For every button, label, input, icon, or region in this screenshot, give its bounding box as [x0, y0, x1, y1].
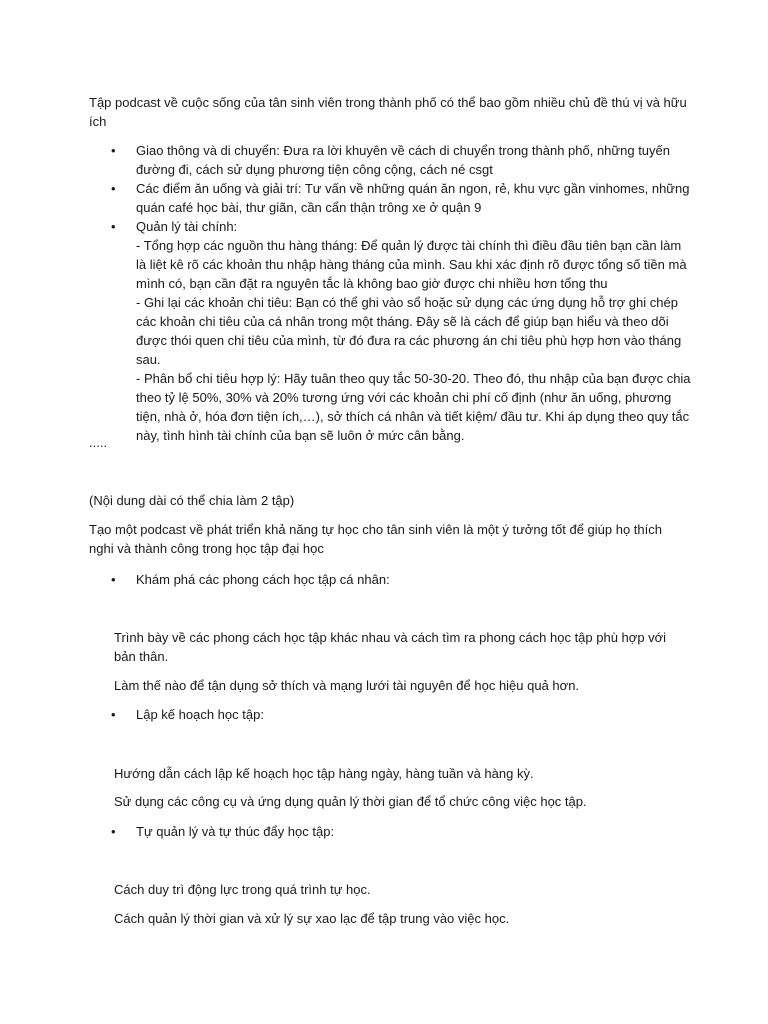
sub-paragraph-allocation: - Phân bổ chi tiêu hợp lý: Hãy tuân theo quy tắc 50-30-20. Theo đó, thu nhập của bạn được chia theo tỷ lệ 50%, 30% và 20% tương ứng với các khoản chi phí cố định (như ăn uống, phương tiện, nhà ở, hóa đơn tiện ích,…), sở thích cá nhân và tiết kiệm/ đầu tư. Khi áp dụng theo quy tắc này, tình hình tài chính của bạn sẽ luôn ở mức cân bằng.	[136, 371, 691, 443]
paragraph: Cách duy trì động lực trong quá trình tự học.	[114, 882, 371, 897]
list-item	[111, 217, 691, 443]
bullet-icon: •	[111, 572, 116, 587]
sub-paragraph-income: - Tổng hợp các nguồn thu hàng tháng: Để quản lý được tài chính thì điều đầu tiên bạn cần làm là liệt kê rõ các khoản thu nhập hàng tháng của mình. Sau khi xác định rõ được tổng số tiền mà mình có, bạn cần đặt ra nguyên tắc là không bao giờ được chi nhiều hơn tổng thu	[136, 238, 687, 291]
paragraph: Sử dụng các công cụ và ứng dụng quản lý thời gian để tổ chức công việc học tập.	[114, 794, 587, 809]
list-item	[111, 141, 691, 179]
list-item-text: Các điểm ăn uống và giải trí: Tư vấn về những quán ăn ngon, rẻ, khu vực gần vinhomes, những quán café học bài, thư giãn, cần cẩn thận trông xe ở quận 9	[136, 181, 690, 215]
list-item-text: Giao thông và di chuyển: Đưa ra lời khuyên về cách di chuyển trong thành phố, những tuyến đường đi, cách sử dụng phương tiện công cộng, cách né csgt	[136, 143, 670, 177]
list-item-text: Quản lý tài chính:	[136, 219, 238, 234]
ellipsis-text: .....	[89, 435, 108, 450]
bullet-icon: •	[111, 824, 116, 839]
intro-paragraph-1: Tập podcast về cuộc sống của tân sinh viên trong thành phố có thể bao gồm nhiều chủ đề thú vị và hữu ích	[89, 95, 687, 129]
list-item-text: Khám phá các phong cách học tập cá nhân:	[136, 572, 390, 587]
paragraph: Trình bày về các phong cách học tập khác nhau và cách tìm ra phong cách học tập phù hợp với bản thân.	[114, 630, 667, 664]
list-item-text: Tự quản lý và tự thúc đẩy học tập:	[136, 824, 335, 839]
list-item-text: Lập kế hoạch học tập:	[136, 707, 264, 722]
intro-paragraph-2: Tạo một podcast về phát triển khả năng tự học cho tân sinh viên là một ý tưởng tốt để giúp họ thích nghi và thành công trong học tập đại học	[89, 522, 662, 556]
paragraph: Cách quản lý thời gian và xử lý sự xao lạc để tập trung vào việc học.	[114, 911, 510, 926]
bullet-icon: •	[111, 181, 116, 196]
list-item	[111, 570, 691, 589]
list-item-content	[136, 217, 691, 445]
bullet-icon: •	[111, 143, 116, 158]
sub-paragraph-expenses: - Ghi lại các khoản chi tiêu: Bạn có thể ghi vào sổ hoặc sử dụng các ứng dụng hỗ trợ ghi chép các khoản chi tiêu của cá nhân trong một tháng. Đây sẽ là cách để giúp bạn hiểu và theo dõi được thói quen chi tiêu của mình, từ đó đưa ra các phương án chi tiêu phù hợp hơn vào tháng sau.	[136, 295, 682, 367]
note-text: (Nội dung dài có thể chia làm 2 tập)	[89, 493, 295, 508]
paragraph: Hướng dẫn cách lập kế hoạch học tập hàng ngày, hàng tuần và hàng kỳ.	[114, 766, 534, 781]
list-item	[111, 179, 691, 217]
bullet-icon: •	[111, 707, 116, 722]
list-item	[111, 822, 691, 841]
bullet-icon: •	[111, 219, 116, 234]
list-item	[111, 705, 691, 724]
paragraph: Làm thế nào để tận dụng sở thích và mạng lưới tài nguyên để học hiệu quả hơn.	[114, 678, 580, 693]
